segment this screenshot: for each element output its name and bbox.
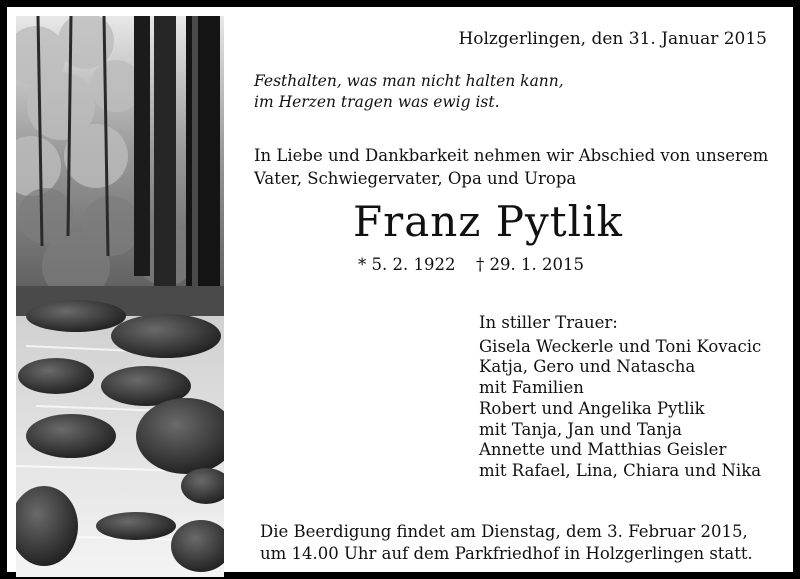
forest-stream-image: [16, 16, 224, 577]
mourner-line: Gisela Weckerle und Toni Kovacic: [479, 336, 762, 356]
mourner-line: mit Familien: [479, 378, 584, 398]
funeral-line: um 14.00 Uhr auf dem Parkfriedhof in Holzgerlingen statt.: [260, 544, 753, 563]
mourners-heading: In stiller Trauer:: [479, 313, 618, 332]
intro-line: Vater, Schwiegervater, Opa und Uropa: [254, 169, 577, 188]
funeral-info: [260, 521, 753, 565]
intro-line: In Liebe und Dankbarkeit nehmen wir Abschied von unserem: [254, 146, 769, 165]
mourner-line: mit Tanja, Jan und Tanja: [479, 419, 682, 439]
date-line: Holzgerlingen, den 31. Januar 2015: [458, 29, 767, 49]
motto-quote: [254, 71, 564, 113]
birth-date: * 5. 2. 1922: [358, 255, 456, 274]
death-date: † 29. 1. 2015: [476, 255, 584, 274]
mourner-line: Annette und Matthias Geisler: [479, 440, 727, 460]
mourner-line: Katja, Gero und Natascha: [479, 357, 696, 377]
forest-stream-photo: [16, 16, 224, 577]
mourners-list: [479, 313, 761, 482]
funeral-line: Die Beerdigung findet am Dienstag, dem 3. Februar 2015,: [260, 522, 748, 541]
motto-line: Festhalten, was man nicht halten kann,: [254, 72, 564, 90]
deceased-name: Franz Pytlik: [353, 197, 623, 246]
intro-text: [254, 144, 768, 190]
mourner-line: Robert und Angelika Pytlik: [479, 398, 705, 418]
mourner-line: mit Rafael, Lina, Chiara und Nika: [479, 460, 762, 480]
motto-line: im Herzen tragen was ewig ist.: [254, 93, 500, 111]
